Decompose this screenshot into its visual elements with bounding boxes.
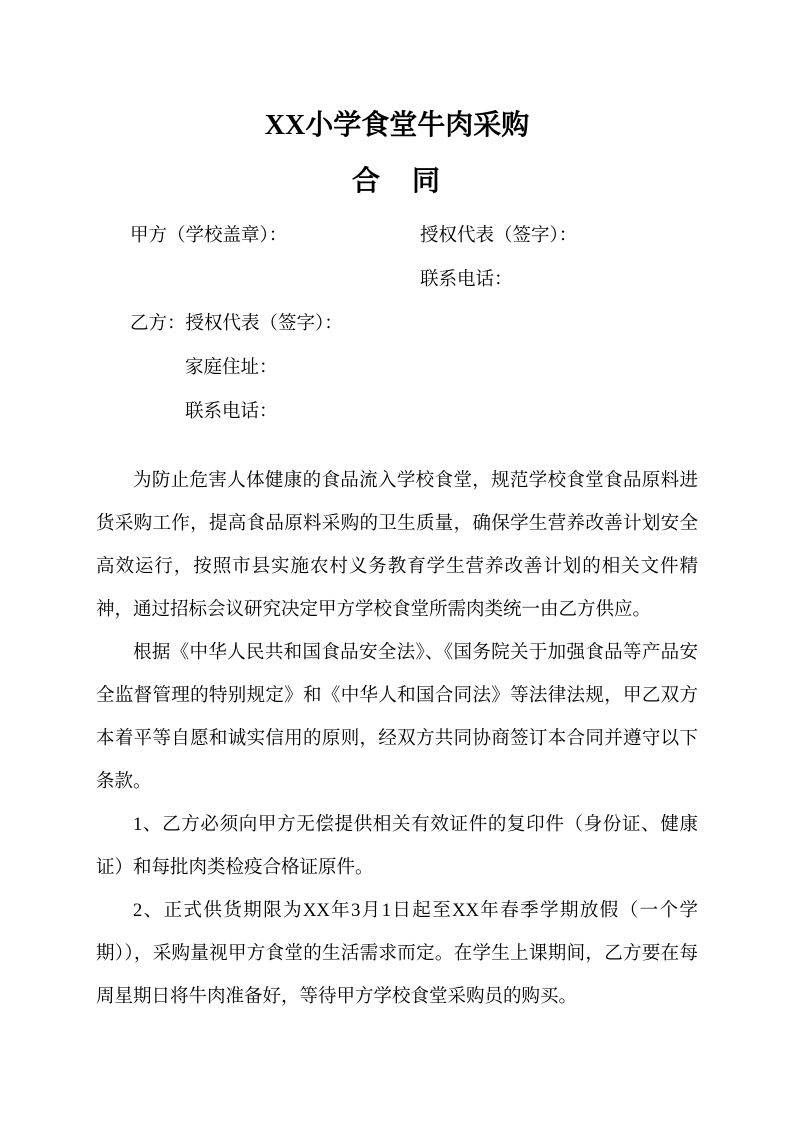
party-a-row xyxy=(130,214,698,258)
document-title-line1: XX小学食堂牛肉采购 xyxy=(264,110,530,141)
body-paragraph: 为防止危害人体健康的食品流入学校食堂，规范学校食堂食品原料进货采购工作，提高食品原料采购的卫生质量，确保学生营养改善计划安全高效运行，按照市县实施农村义务教育学生营养改善计划的相关文件精神，通过招标会议研究决定甲方学校食堂所需肉类统一由乙方供应。 xyxy=(96,471,698,620)
party-b-address-row xyxy=(130,346,698,390)
party-a-phone-row xyxy=(130,258,698,302)
body-paragraph: 1、乙方必须向甲方无偿提供相关有效证件的复印件（身份证、健康证）和每批肉类检疫合格证原件。 xyxy=(96,815,698,878)
body-paragraph: 2、正式供货期限为XX年3月1日起至XX年春季学期放假（一个学期）），采购量视甲方食堂的生活需求而定。在学生上课期间，乙方要在每周星期日将牛肉准备好，等待甲方学校食堂采购员的购买。 xyxy=(96,901,698,1007)
party-b-phone-row xyxy=(130,390,698,434)
parties-section xyxy=(96,214,698,434)
party-b-rep-label: 授权代表（签字）： xyxy=(185,314,343,334)
document-body xyxy=(96,460,698,1019)
party-b-label: 乙方： xyxy=(130,314,186,334)
document-title-line2: 合 同 xyxy=(351,166,442,197)
party-b-phone-label: 联系电话： xyxy=(185,402,278,422)
party-b-row xyxy=(130,302,698,346)
party-a-rep-label: 授权代表（签字）： xyxy=(420,226,578,246)
party-a-phone-label: 联系电话： xyxy=(420,270,513,290)
body-paragraph: 根据《中华人民共和国食品安全法》、《国务院关于加强食品等产品安全监督管理的特别规定》和《中华人和国合同法》等法律法规，甲乙双方本着平等自愿和诚实信用的原则，经双方共同协商签订本合同并遵守以下条款。 xyxy=(96,643,698,792)
party-a-label: 甲方（学校盖章）： xyxy=(130,226,288,246)
party-b-address-label: 家庭住址： xyxy=(185,358,278,378)
